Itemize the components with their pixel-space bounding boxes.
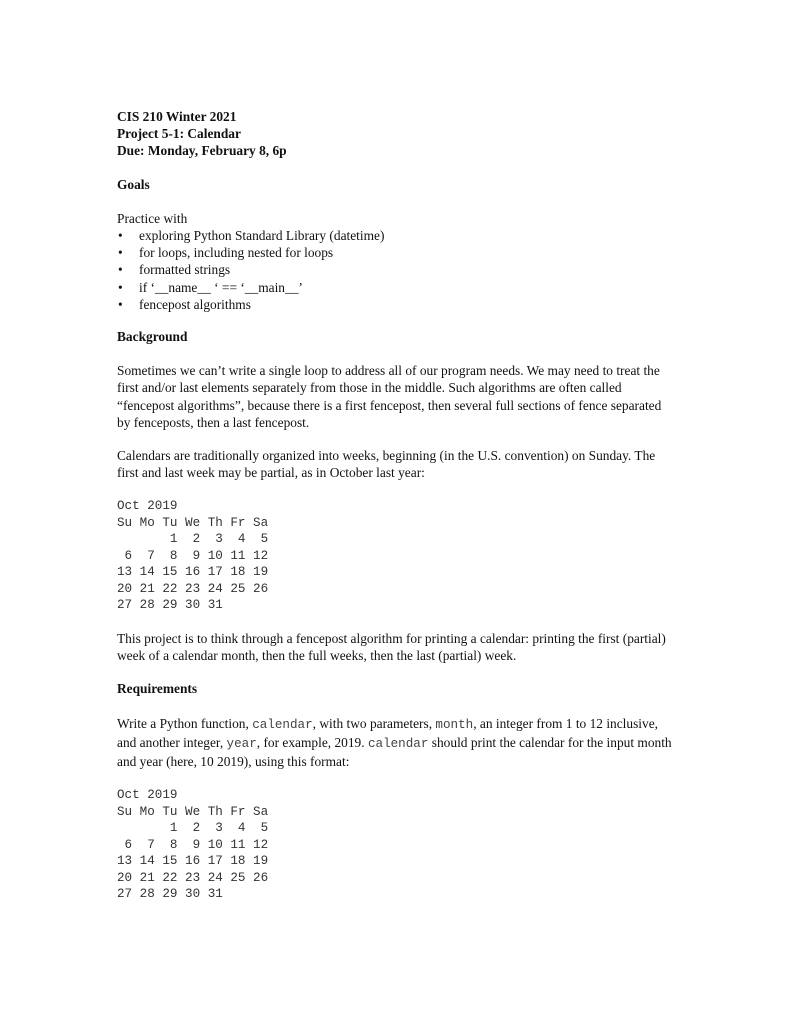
req-text: Write a Python function, <box>117 715 253 731</box>
list-item <box>117 279 677 296</box>
due-date: Due: Monday, February 8, 6p <box>117 143 287 159</box>
calendar-line: Su Mo Tu We Th Fr Sa <box>117 515 269 530</box>
background-paragraph-2: Calendars are traditionally organized into weeks, beginning (in the U.S. convention) on Sunday. The first and last week may be partial, as in October last year: <box>117 448 656 481</box>
goals-list <box>117 227 677 313</box>
list-item <box>117 244 677 261</box>
goal-text: for loops, including nested for loops <box>139 245 334 261</box>
calendar-line: 1 2 3 4 5 <box>117 821 269 836</box>
goal-text: if ‘__name__ ‘ == ‘__main__’ <box>139 279 303 295</box>
calendar-line: 6 7 8 9 10 11 12 <box>117 548 269 563</box>
goal-text: formatted strings <box>139 262 231 278</box>
req-text: , an integer from 1 to 12 inclusive, and another integer, <box>117 715 659 750</box>
list-item <box>117 227 677 244</box>
code-calendar: calendar <box>252 717 313 732</box>
background-paragraph-1: Sometimes we can’t write a single loop to address all of our program needs. We may need to treat the first and/or last elements separately from those in the middle. Such algorithms are often called “fencepost algorithms”, because there is a first fencepost, then several full sections of fence separated by fenceposts, then a last fencepost. <box>117 363 662 430</box>
goals-heading: Goals <box>117 176 150 192</box>
calendar-line: Su Mo Tu We Th Fr Sa <box>117 804 269 819</box>
calendar-line: Oct 2019 <box>117 788 178 803</box>
project-title: Project 5-1: Calendar <box>117 126 241 142</box>
calendar-line: 13 14 15 16 17 18 19 <box>117 565 269 580</box>
calendar-line: 27 28 29 30 31 <box>117 887 223 902</box>
document-header <box>117 108 677 160</box>
calendar-line: Oct 2019 <box>117 499 178 514</box>
requirements-heading: Requirements <box>117 681 198 697</box>
goals-intro: Practice with <box>117 210 188 226</box>
calendar-line: 6 7 8 9 10 11 12 <box>117 837 269 852</box>
bullet-icon: • <box>118 228 123 244</box>
document-page <box>117 108 677 903</box>
course-title: CIS 210 Winter 2021 <box>117 109 237 124</box>
calendar-line: 20 21 22 23 24 25 26 <box>117 870 269 885</box>
req-text: , with two parameters, <box>312 715 436 731</box>
calendar-line: 20 21 22 23 24 25 26 <box>117 581 269 596</box>
calendar-line: 27 28 29 30 31 <box>117 598 223 613</box>
list-item <box>117 296 677 313</box>
bullet-icon: • <box>118 279 123 295</box>
background-paragraph-3: This project is to think through a fencepost algorithm for printing a calendar: printing the first (partial) week of a calendar month, then the full weeks, then the last (partial) week. <box>117 630 666 664</box>
code-calendar: calendar <box>367 736 429 751</box>
list-item <box>117 261 677 278</box>
calendar-line: 13 14 15 16 17 18 19 <box>117 854 269 869</box>
requirements-paragraph <box>117 715 677 771</box>
req-text: should print the calendar for the input month and year (here, 10 2019), using this format: <box>117 734 672 769</box>
code-year: year <box>226 736 257 751</box>
req-text: , for example, 2019. <box>256 734 368 750</box>
background-heading: Background <box>117 329 188 345</box>
calendar-line: 1 2 3 4 5 <box>117 532 269 547</box>
goal-text: exploring Python Standard Library (datetime) <box>139 228 385 244</box>
code-month: month <box>435 717 474 732</box>
bullet-icon: • <box>118 262 123 278</box>
bullet-icon: • <box>118 296 123 312</box>
calendar-example-1 <box>117 498 677 614</box>
goal-text: fencepost algorithms <box>139 296 251 312</box>
calendar-example-2 <box>117 787 677 903</box>
bullet-icon: • <box>118 245 123 261</box>
